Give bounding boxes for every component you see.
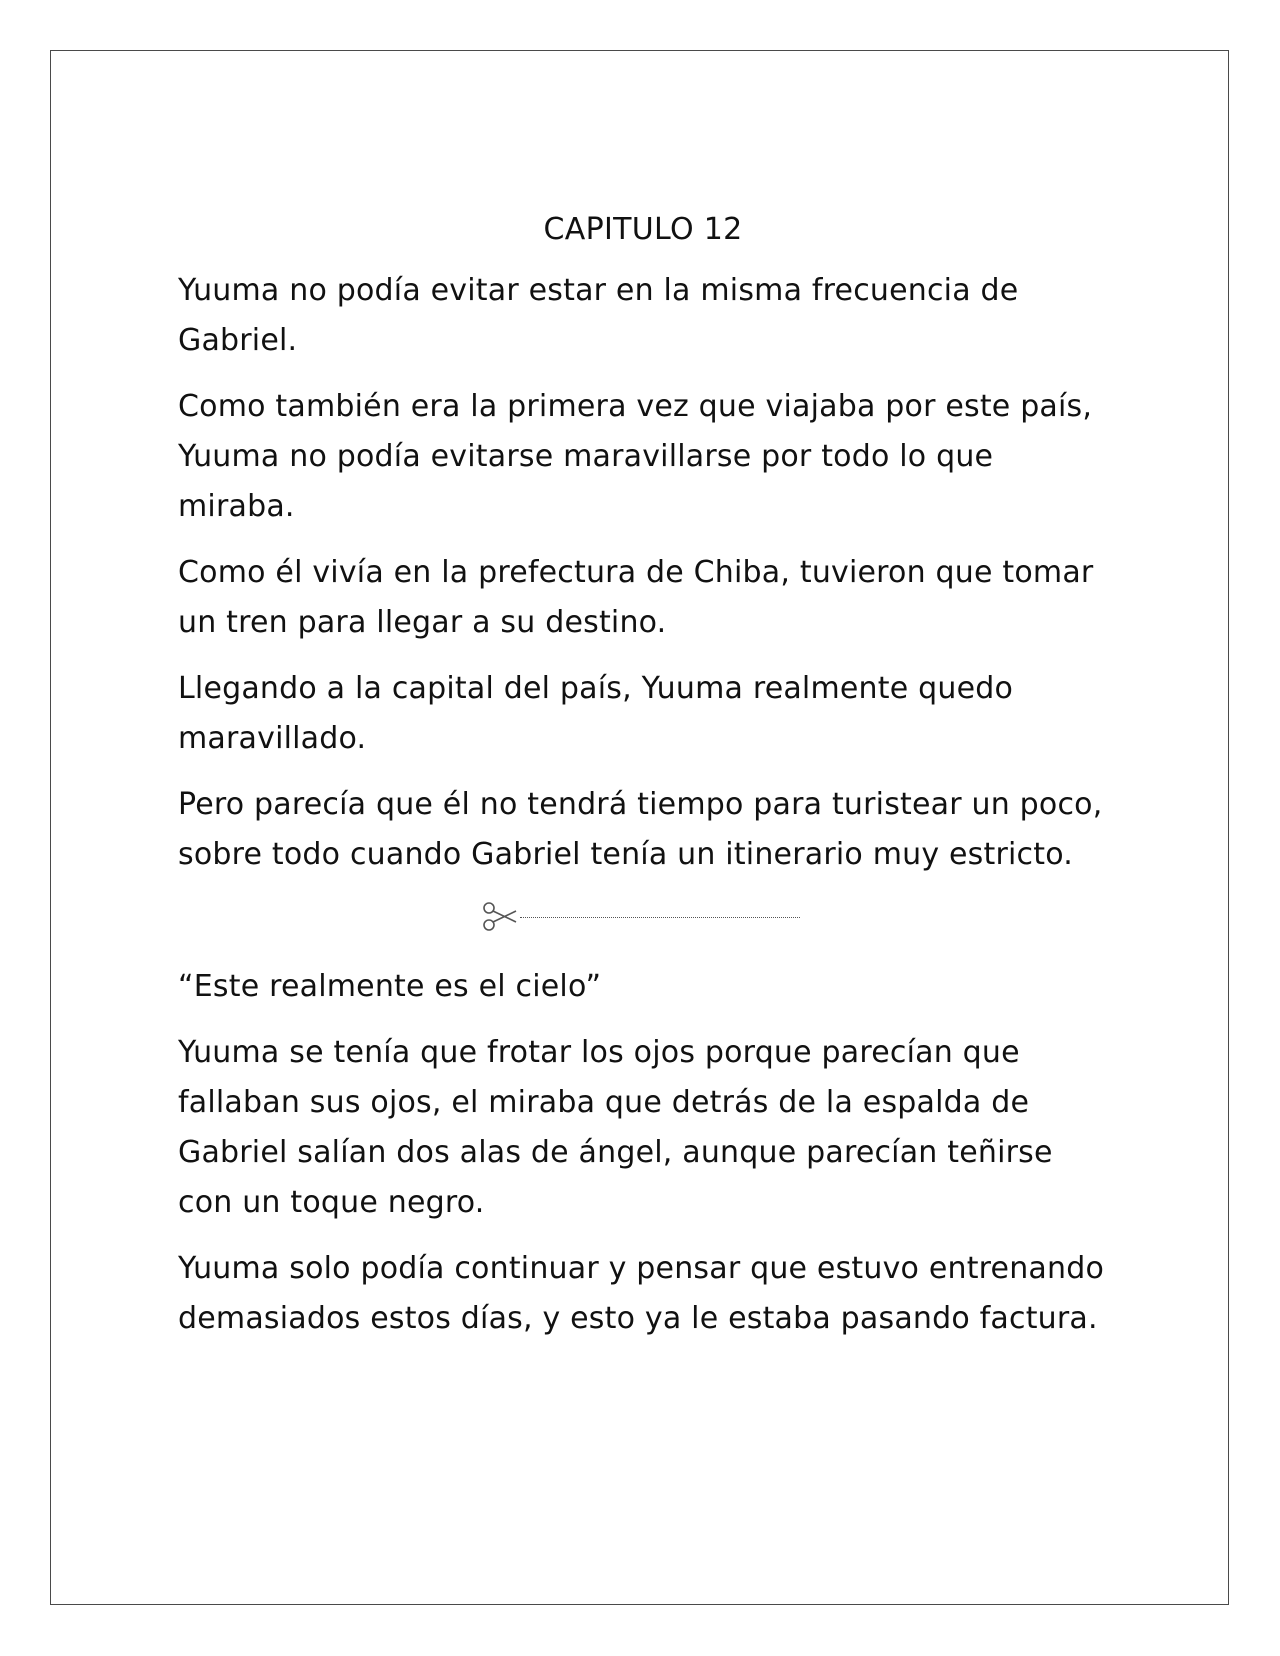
paragraph-3: Como él vivía en la prefectura de Chiba, tuvieron que tomar un tren para llegar a su destino. — [178, 555, 1094, 640]
paragraph-8: Yuuma solo podía continuar y pensar que estuvo entrenando demasiados estos días, y esto ya le estaba pasando factura. — [178, 1251, 1105, 1336]
paragraph-2: Como también era la primera vez que viajaba por este país, Yuuma no podía evitarse maravillarse por todo lo que miraba. — [178, 389, 1093, 524]
document-body — [178, 206, 1108, 1360]
paragraph-5: Pero parecía que él no tendrá tiempo para turistear un poco, sobre todo cuando Gabriel tenía un itinerario muy estricto. — [178, 787, 1103, 872]
scene-break-separator — [480, 896, 800, 936]
scissors-icon — [480, 896, 520, 936]
paragraph-1: Yuuma no podía evitar estar en la misma frecuencia de Gabriel. — [178, 273, 1019, 358]
paragraph-4: Llegando a la capital del país, Yuuma realmente quedo maravillado. — [178, 671, 1014, 756]
dotted-cut-line — [520, 917, 800, 918]
chapter-title: CAPITULO 12 — [543, 212, 743, 247]
paragraph-7: Yuuma se tenía que frotar los ojos porque parecían que fallaban sus ojos, el miraba que detrás de la espalda de Gabriel salían dos alas de ángel, aunque parecían teñirse con un toque negro. — [178, 1035, 1053, 1220]
paragraph-6: “Este realmente es el cielo” — [178, 969, 602, 1004]
